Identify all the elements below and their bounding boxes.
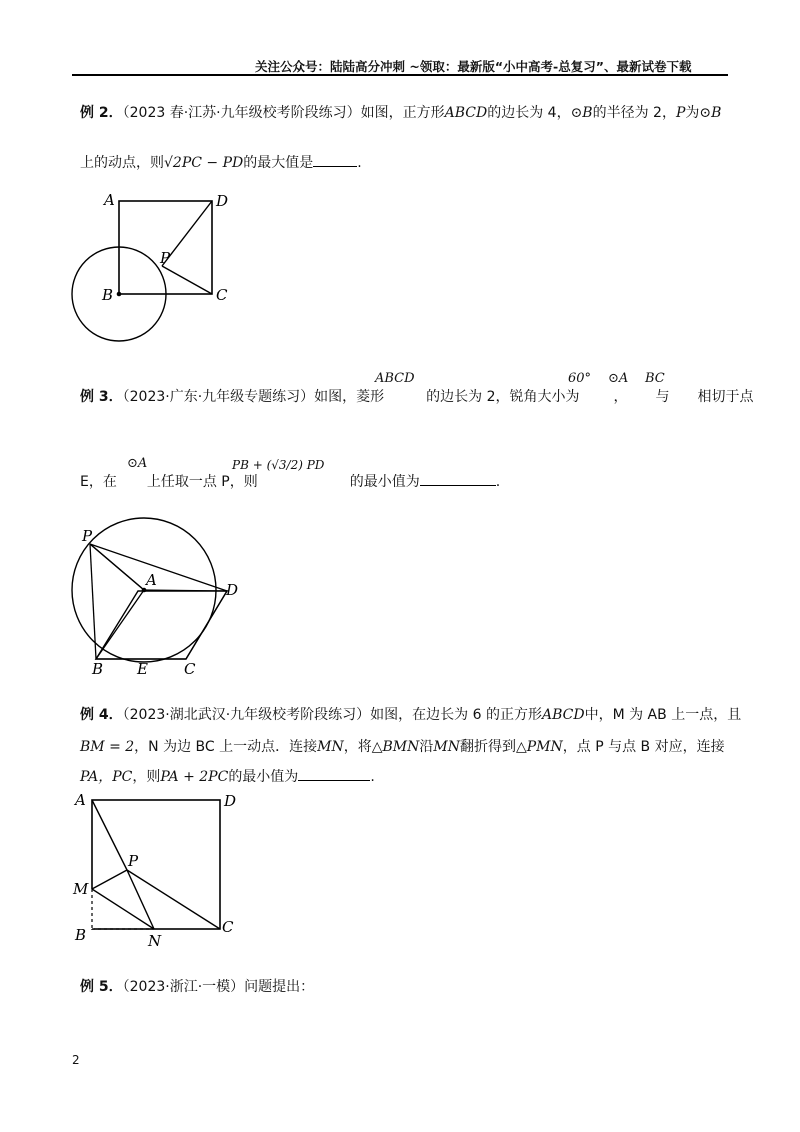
ex4-line3b: ，则 (132, 769, 161, 785)
ex4-label-A: A (75, 791, 86, 809)
ex3-text4: 相切于点 (697, 389, 754, 405)
ex4-line1 (80, 704, 741, 724)
ex4-pmn: △PMN (515, 739, 563, 755)
ex2-text2: 的边长为 4， (487, 105, 571, 121)
ex4-line2 (80, 736, 725, 756)
ex3-label-D: D (226, 581, 239, 599)
ex3-odotA2: ⊙A (127, 456, 148, 471)
ex4-label-N: N (148, 932, 162, 950)
ex4-line3c: 的最小值为 (228, 769, 299, 785)
ex2-expr: √2PC − PD (164, 155, 244, 171)
ex3-seg-PA (90, 544, 144, 590)
ex3-label-P: P (82, 527, 93, 545)
page-header: 关注公众号：陆陆高分冲刺 ~领取：最新版“小中高考-总复习”、最新试卷下载 (255, 59, 692, 74)
ex4-label-B: B (75, 926, 87, 944)
ex4-pa-pc: PA，PC (80, 769, 133, 785)
ex4-expr: PA + 2PC (160, 769, 229, 785)
ex4-bmn: △BMN (371, 739, 420, 755)
ex4-abcd: ABCD (541, 707, 585, 723)
ex2-text3: 的半径为 2， (592, 105, 676, 121)
ex3-odotA: ⊙A (608, 371, 629, 386)
ex3-line2b: 上任取一点 P，则 (146, 474, 258, 490)
ex4-line2c: ，将 (343, 739, 372, 755)
ex4-text2: 中， (584, 707, 613, 723)
ex3-expr: PB + (√3/2) PD (232, 458, 325, 472)
ex4-bm: BM = 2 (80, 739, 135, 755)
ex5-text: 问题提出： (244, 979, 315, 995)
ex2-label-B: B (102, 286, 114, 304)
ex2-text4: 为 (685, 105, 700, 121)
ex2-text: 如图，正方形 (360, 105, 445, 121)
ex4-line2d: 沿 (419, 739, 434, 755)
ex3-deg: 60° (568, 371, 592, 386)
ex2-line2b: 的最大值是 (243, 155, 314, 171)
ex2-seg-PC (162, 266, 212, 294)
ex2-p: P (675, 105, 686, 121)
ex3-abcd: ABCD (375, 371, 415, 386)
ex2-odotB: ⊙B (570, 105, 593, 121)
ex2-odotB2: ⊙B (699, 105, 722, 121)
ex3-bc: BC (645, 371, 665, 386)
ex2-label-P: P (160, 249, 171, 267)
ex4-label-M: M (73, 880, 89, 898)
ex2-abcd: ABCD (444, 105, 488, 121)
ex3-end: . (495, 474, 501, 490)
ex3-line2c: 的最小值为 (349, 474, 420, 490)
ex4-label-D: D (224, 792, 237, 810)
ex3-line1 (80, 386, 754, 406)
ex3-label-E: E (137, 660, 148, 678)
ex4-end: . (370, 769, 375, 785)
ex4-answer-blank (298, 767, 370, 781)
ex3-text3: 与 (655, 389, 670, 405)
ex4-text: 如图，在边长为 6 的正方形 (370, 707, 542, 723)
ex2-label-A: A (104, 191, 115, 209)
ex5-label: 例 5． (80, 979, 123, 995)
ex3-label-A: A (146, 571, 157, 589)
ex3-source: （2023·广东·九年级专题练习） (122, 389, 315, 405)
ex2-square (119, 201, 212, 294)
ex4-label-C: C (222, 918, 234, 936)
ex4-label: 例 4． (80, 707, 123, 723)
ex3-label: 例 3． (80, 389, 123, 405)
ex5-line1 (80, 976, 314, 996)
ex2-source: （2023 春·江苏·九年级校考阶段练习） (122, 105, 361, 121)
ex4-source: （2023·湖北武汉·九年级校考阶段练习） (122, 707, 371, 723)
ex4-line2e: 翻折得到 (459, 739, 516, 755)
ex3-text: 如图，菱形 (314, 389, 385, 405)
ex2-point-B (117, 292, 122, 297)
ex4-seg-AP (92, 800, 127, 870)
ex3-label-B: B (92, 660, 104, 678)
ex5-source: （2023·浙江·一模） (122, 979, 245, 995)
ex2-end: . (357, 155, 362, 171)
ex2-label: 例 2． (80, 105, 123, 121)
ex4-line2f: ，点 P 与点 B 对应，连接 (562, 739, 725, 755)
ex3-line2a: E，在 (80, 474, 117, 490)
ex3-answer-blank (420, 472, 496, 486)
ex4-square-top (92, 800, 220, 929)
ex3-comma: ， (613, 389, 628, 405)
ex2-label-D: D (216, 192, 229, 210)
ex4-line2b: ，N 为边 BC 上一动点．连接 (134, 739, 318, 755)
ex4-mn: MN (317, 739, 344, 755)
ex3-text2: 的边长为 2，锐角大小为 (426, 389, 580, 405)
ex3-label-C: C (184, 660, 196, 678)
ex4-text3: M 为 AB 上一点，且 (612, 707, 742, 723)
ex2-label-C: C (216, 286, 228, 304)
ex4-label-P: P (128, 852, 139, 870)
ex4-line3 (80, 766, 375, 786)
ex3-line2 (80, 471, 500, 491)
ex4-seg-MP (92, 870, 127, 889)
ex2-line2a: 上的动点，则 (80, 155, 164, 171)
page-number: 2 (72, 1053, 80, 1067)
ex4-mn2: MN (433, 739, 460, 755)
